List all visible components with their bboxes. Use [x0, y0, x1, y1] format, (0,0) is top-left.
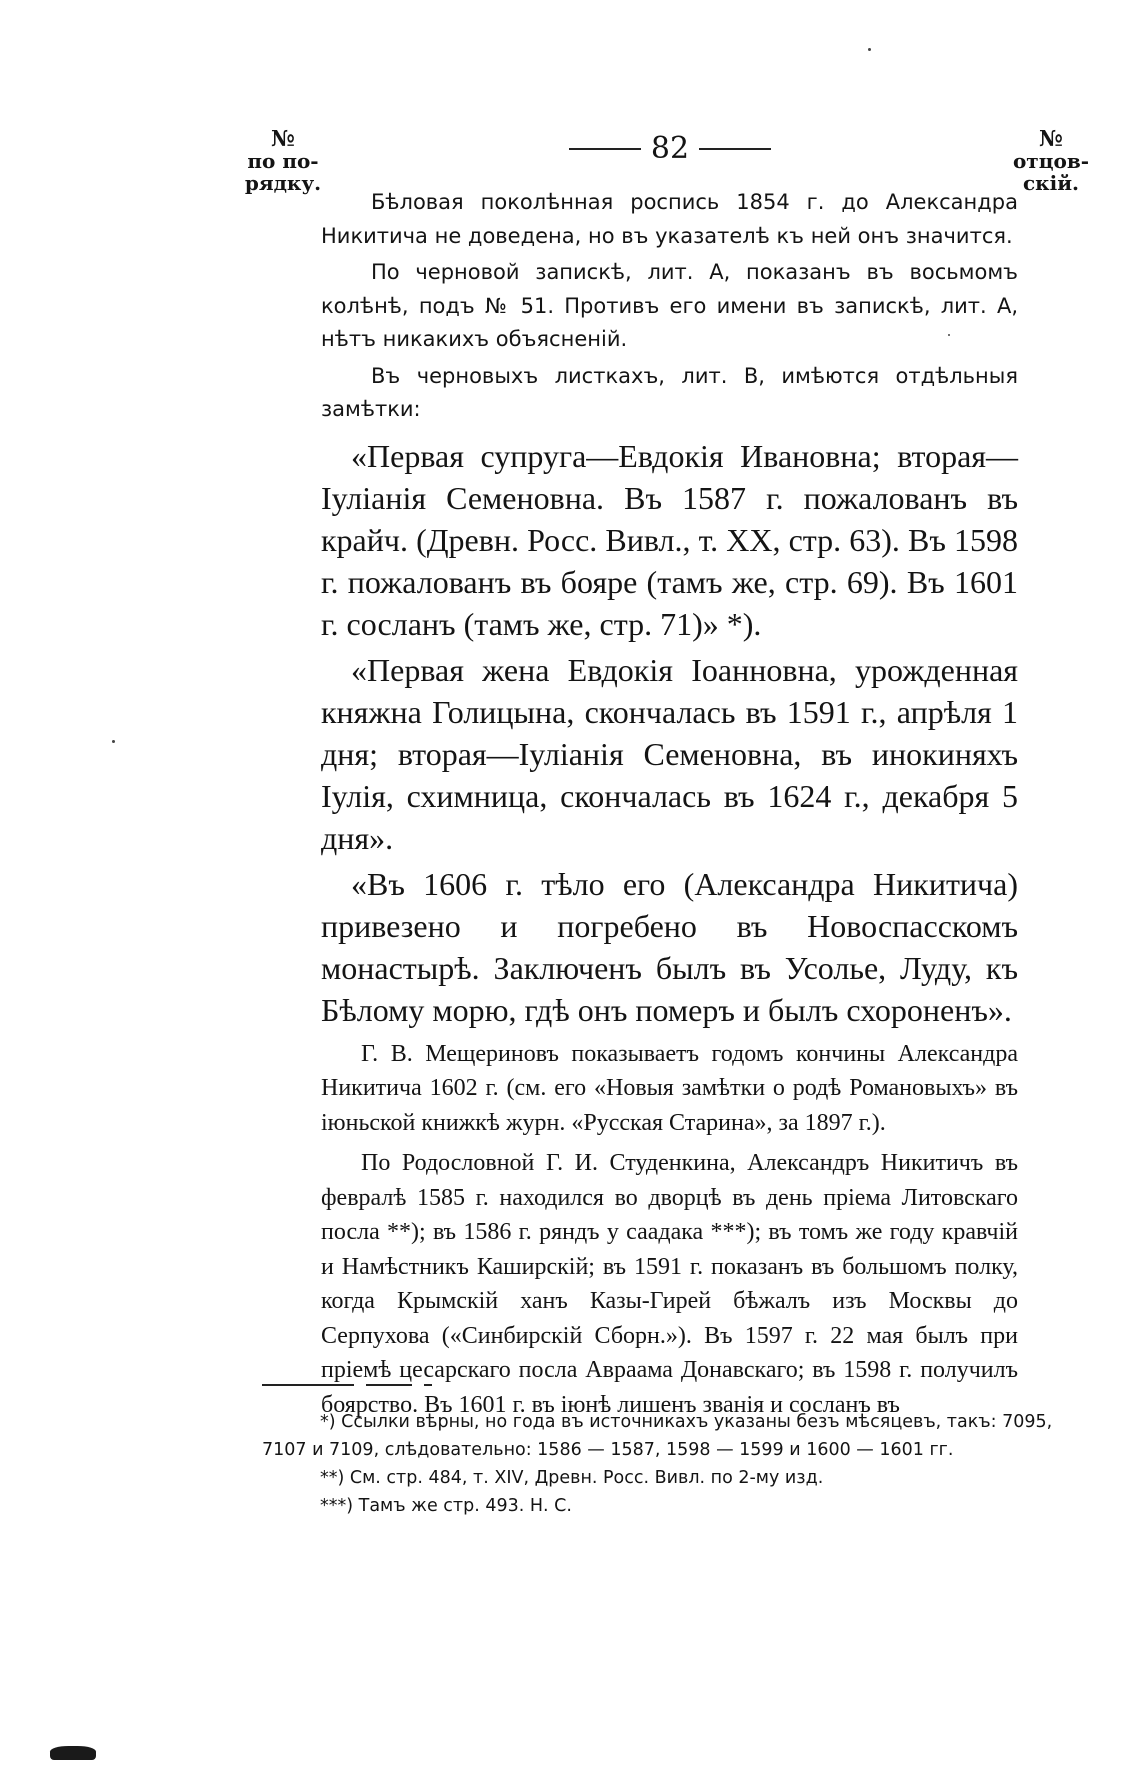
- footnote: **) См. стр. 484, т. XIV, Древн. Росс. Вивл. по 2-му изд.: [320, 1468, 824, 1488]
- page-number-block: [560, 131, 780, 166]
- quote-paragraph: «Первая супруга—Евдокія Ивановна; вторая—Іуліанія Семеновна. Въ 1587 г. пожалованъ въ крайч. (Древн. Росс. Вивл., т. XX, стр. 63). Въ 1598 г. пожалованъ въ бояре (тамъ же, стр. 69). Въ 1601 г. сосланъ (тамъ же, стр. 71)» *).: [321, 437, 1018, 642]
- scan-speck: [948, 334, 950, 336]
- quote-paragraph: «Въ 1606 г. тѣло его (Александра Никитича) привезено и погребено въ Новоспасскомъ монастырѣ. Заключенъ былъ въ Усолье, Луду, къ Бѣлому морю, гдѣ онъ померъ и былъ схороненъ».: [321, 865, 1018, 1028]
- page-number-dash-left: [569, 148, 641, 150]
- footnote: *) Ссылки вѣрны, но года въ источникахъ указаны безъ мѣсяцевъ, такъ: 7095, 7107 и 7109, слѣдовательно: 1586 — 1587, 1598 — 1599 и 1600 — 1601 гг.: [262, 1412, 1053, 1460]
- right-number-sign: №: [1039, 126, 1063, 152]
- paragraph: Въ черновыхъ листкахъ, лит. В, имѣются отдѣльныя замѣтки:: [321, 363, 1018, 421]
- paragraph: Бѣловая поколѣнная роспись 1854 г. до Александра Никитича не доведена, но въ указателѣ къ ней онъ значится.: [321, 190, 1018, 248]
- main-text: [321, 186, 1018, 1422]
- scan-speck: [112, 740, 115, 743]
- scan-blot: [50, 1746, 96, 1760]
- paragraph: Г. В. Мещериновъ показываетъ годомъ кончины Александра Никитича 1602 г. (см. его «Новыя замѣтки о родѣ Романовыхъ» въ іюньской книжкѣ журн. «Русская Старина», за 1897 г.).: [321, 1040, 1018, 1136]
- footnotes: [262, 1408, 1097, 1520]
- footnote: ***) Тамъ же стр. 493. Н. С.: [320, 1496, 572, 1516]
- scan-speck: [868, 48, 871, 51]
- left-column-caption: по по- рядку.: [244, 149, 322, 195]
- footnote-separator: [262, 1384, 482, 1388]
- right-column-caption: отцов- скій.: [1012, 149, 1090, 195]
- paragraph: По Родословной Г. И. Студенкина, Александръ Никитичъ въ февралѣ 1585 г. находился во дворцѣ въ день пріема Литовскаго посла **); въ 1586 г. ряндъ у саадака ***); въ томъ же году кравчій и Намѣстникъ Каширскій; въ 1591 г. показанъ въ большомъ полку, когда Крымскій ханъ Казы-Гирей бѣжалъ изъ Москвы до Серпухова («Синбирскій Сборн.»). Въ 1597 г. 22 мая былъ при пріемѣ цесарскаго посла Авраама Донавскаго; въ 1598 г. получилъ боярство. Въ 1601 г. въ іюнѣ лишенъ званія и сосланъ въ: [321, 1150, 1018, 1418]
- quote-paragraph: «Первая жена Евдокія Іоанновна, урожденная княжна Голицына, скончалась въ 1591 г., апрѣля 1 дня; вторая—Іуліанія Семеновна, въ инокиняхъ Іулія, схимница, скончалась въ 1624 г., декабря 5 дня».: [321, 651, 1018, 856]
- left-number-sign: №: [271, 126, 295, 152]
- right-column-label: [1003, 128, 1099, 194]
- page-number: 82: [650, 131, 690, 166]
- paragraph: По черновой запискѣ, лит. А, показанъ въ восьмомъ колѣнѣ, подъ № 51. Противъ его имени въ запискѣ, лит. А, нѣтъ никакихъ объясненій.: [321, 260, 1018, 351]
- page-number-dash-right: [699, 148, 771, 150]
- left-column-label: [238, 128, 328, 194]
